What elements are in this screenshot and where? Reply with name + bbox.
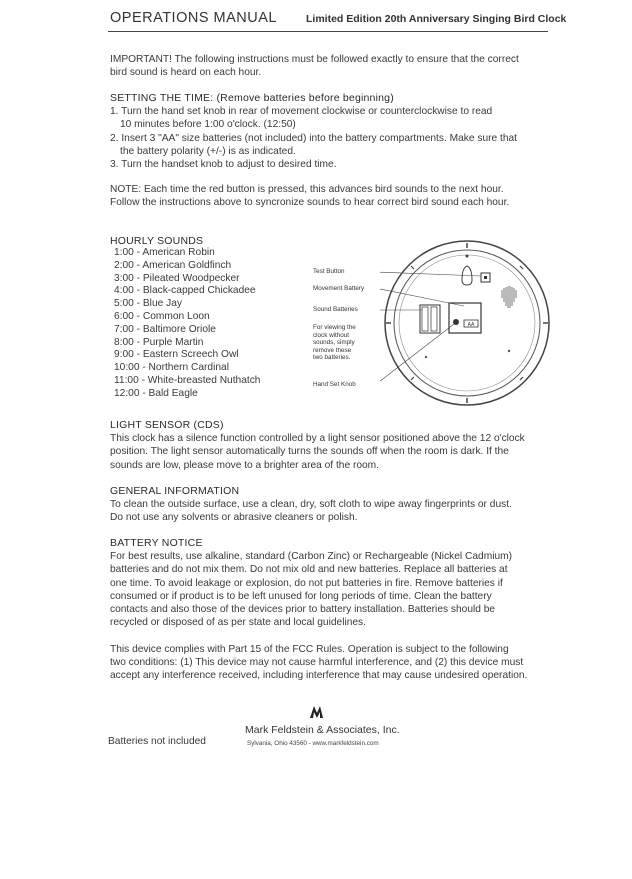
viewing-note [313, 324, 356, 362]
important-section [110, 53, 519, 79]
list-item: 3:00 - Pileated Woodpecker [114, 272, 240, 284]
setting-line: 2. Insert 3 "AA" size batteries (not included) into the battery compartments. Make sure that [110, 132, 518, 144]
battery-line: consumed or if product is to be left unused for long periods of time. Clean the battery [110, 590, 492, 602]
battery-line: one time. To avoid leakage or explosion, do not put batteries in fire. Remove batteries if [110, 577, 503, 589]
company-name: Mark Feldstein & Associates, Inc. [245, 724, 400, 736]
list-item: 11:00 - White-breasted Nuthatch [114, 374, 261, 386]
setting-line: 1. Turn the hand set knob in rear of movement clockwise or counterclockwise to read [110, 106, 493, 118]
list-item: 5:00 - Blue Jay [114, 298, 182, 310]
fcc-line: This device complies with Part 15 of the FCC Rules. Operation is subject to the following [110, 644, 509, 655]
product-title: Limited Edition 20th Anniversary Singing Bird Clock [306, 13, 567, 25]
company-logo-icon [310, 706, 326, 718]
note-line: NOTE: Each time the red button is pressed, this advances bird sounds to the next hour. [110, 184, 504, 195]
battery-line: batteries and do not mix them. Do not mix old and new batteries. Replace all batteries at [110, 564, 508, 576]
setting-time-heading: SETTING THE TIME: (Remove batteries before beginning) [110, 92, 394, 104]
manual-title: OPERATIONS MANUAL [110, 10, 277, 26]
setting-line: 10 minutes before 1:00 o'clock. (12:50) [120, 119, 296, 131]
list-item: 8:00 - Purple Martin [114, 336, 204, 348]
important-line: IMPORTANT! The following instructions must be followed exactly to ensure that the correct [110, 54, 519, 65]
clock-rear-diagram [380, 238, 560, 408]
battery-line: contacts and also those of the devices prior to battery installation. Batteries should be [110, 604, 496, 616]
note-section [110, 183, 509, 209]
general-section [110, 485, 512, 525]
hourly-sounds-section [110, 235, 260, 401]
general-line: To clean the outside surface, use a clean, dry, soft cloth to wipe away fingerprints or dust. [110, 499, 512, 511]
viewing-note-line: remove these [313, 346, 352, 354]
batteries-not-included: Batteries not included [108, 736, 206, 747]
list-item: 6:00 - Common Loon [114, 310, 210, 322]
list-item: 1:00 - American Robin [114, 247, 215, 258]
viewing-note-line: two batteries. [313, 354, 351, 361]
light-sensor-line: This clock has a silence function controlled by a light sensor positioned above the 12 o'clock [110, 433, 525, 445]
viewing-note-line: clock without [313, 331, 350, 339]
battery-notice-heading: BATTERY NOTICE [110, 537, 203, 549]
hand-set-knob-label: Hand Set Knob [313, 381, 356, 388]
battery-notice-section [110, 537, 512, 629]
fcc-line: two conditions: (1) This device may not cause harmful interference, and (2) this device must [110, 657, 524, 669]
setting-time-section [110, 92, 517, 171]
light-sensor-heading: LIGHT SENSOR (CDS) [110, 419, 224, 431]
light-sensor-line: sounds are low, please move to a brighter area of the room. [110, 459, 379, 471]
fcc-section [110, 643, 527, 683]
aa-label: AA [467, 322, 475, 328]
viewing-note-line: sounds, simply [313, 339, 355, 346]
general-line: Do not use any solvents or abrasive cleaners or polish. [110, 512, 358, 524]
viewing-note-line: For viewing the [313, 324, 356, 331]
battery-line: For best results, use alkaline, standard (Carbon Zinc) or Rechargeable (Nickel Cadmium) [110, 551, 513, 563]
company-address: Sylvania, Ohio 43560 - www.markfeldstein.com [247, 740, 379, 747]
important-line: bird sound is heard on each hour. [110, 67, 262, 79]
hourly-sounds-list [110, 247, 260, 401]
list-item: 12:00 - Bald Eagle [114, 387, 198, 399]
fcc-line: accept any interference received, including interference that may cause undesired operation. [110, 670, 528, 682]
setting-line: the battery polarity (+/-) is as indicated. [120, 145, 296, 157]
setting-line: 3. Turn the handset knob to adjust to desired time. [110, 159, 337, 171]
list-item: 4:00 - Black-capped Chickadee [114, 285, 256, 297]
sound-batteries-label: Sound Batteries [313, 306, 358, 313]
list-item: 2:00 - American Goldfinch [114, 259, 232, 271]
list-item: 9:00 - Eastern Screech Owl [114, 349, 239, 361]
header-rule [108, 31, 548, 32]
note-line: Follow the instructions above to syncronize sounds to hear correct bird sound each hour. [110, 197, 510, 209]
list-item: 7:00 - Baltimore Oriole [114, 323, 216, 335]
test-button-label: Test Button [313, 268, 345, 275]
light-sensor-line: position. The light sensor automatically turns the sounds off when the room is dark. If the [110, 446, 509, 458]
movement-battery-label: Movement Battery [313, 285, 365, 292]
hourly-sounds-heading: HOURLY SOUNDS [110, 235, 204, 247]
light-sensor-section [110, 419, 525, 472]
general-heading: GENERAL INFORMATION [110, 485, 240, 497]
battery-line: recycled or disposed of as per state and local guidelines. [110, 617, 366, 629]
list-item: 10:00 - Northern Cardinal [114, 362, 229, 374]
